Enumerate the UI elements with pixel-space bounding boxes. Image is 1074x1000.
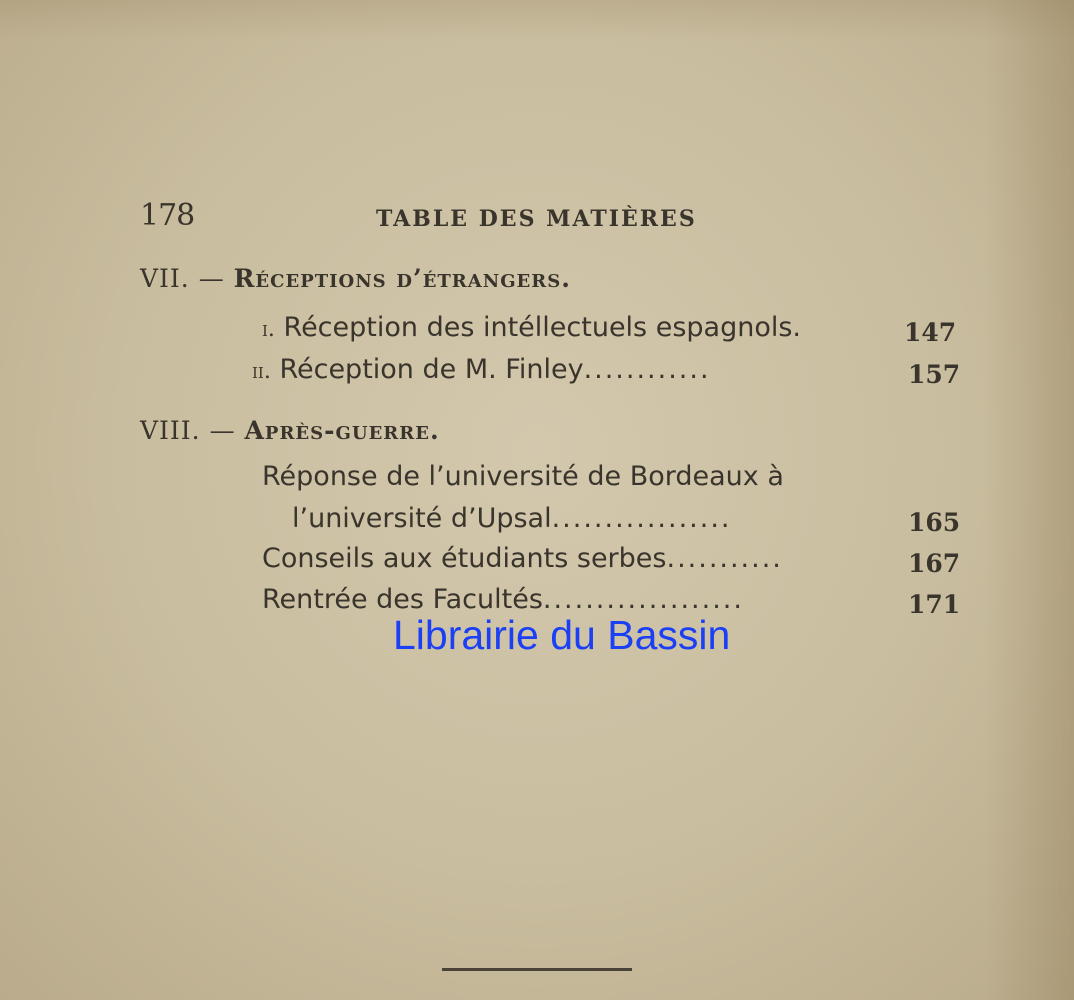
section-title: Après-guerre. [244,416,440,445]
dot-leader: ........... [666,543,783,574]
toc-entry [292,503,732,534]
page-number: 178 [140,198,195,233]
entry-title: Réception de M. Finley [279,354,584,385]
entry-roman-numeral: i. [262,317,275,342]
section-heading-viii [140,416,440,445]
entry-page-number: 167 [908,549,961,578]
dot-leader: ................... [542,584,744,615]
running-title: TABLE DES MATIÈRES [376,206,697,232]
page-header [140,198,740,238]
dot-leader: ............ [583,354,711,385]
section-title: Réceptions d’étrangers. [233,264,571,293]
page-top-shadow [0,0,1074,40]
watermark: Librairie du Bassin [393,612,731,658]
dot-leader: ................. [551,503,732,534]
footer-rule [442,968,632,971]
entry-page-number: 147 [904,318,957,347]
toc-entry [252,354,711,385]
toc-entry-line1 [262,461,784,492]
entry-page-number: 157 [908,360,961,389]
entry-page-number: 171 [908,590,961,619]
entry-title: Réponse de l’université de Bordeaux à [262,461,784,492]
entry-title: l’université d’Upsal [292,503,552,534]
section-heading-vii [140,264,571,293]
section-numeral: VII. — [140,264,225,293]
page-edge-shadow [984,0,1074,1000]
toc-entry [262,543,783,574]
entry-title: Conseils aux étudiants serbes [262,543,667,574]
entry-title: Réception des intéllectuels espagnols. [283,312,801,343]
section-numeral: VIII. — [140,416,236,445]
entry-page-number: 165 [908,508,961,537]
toc-entry [262,312,801,343]
entry-roman-numeral: ii. [252,359,271,384]
entry-title: Rentrée des Facultés [262,584,543,615]
toc-entry [262,584,744,615]
